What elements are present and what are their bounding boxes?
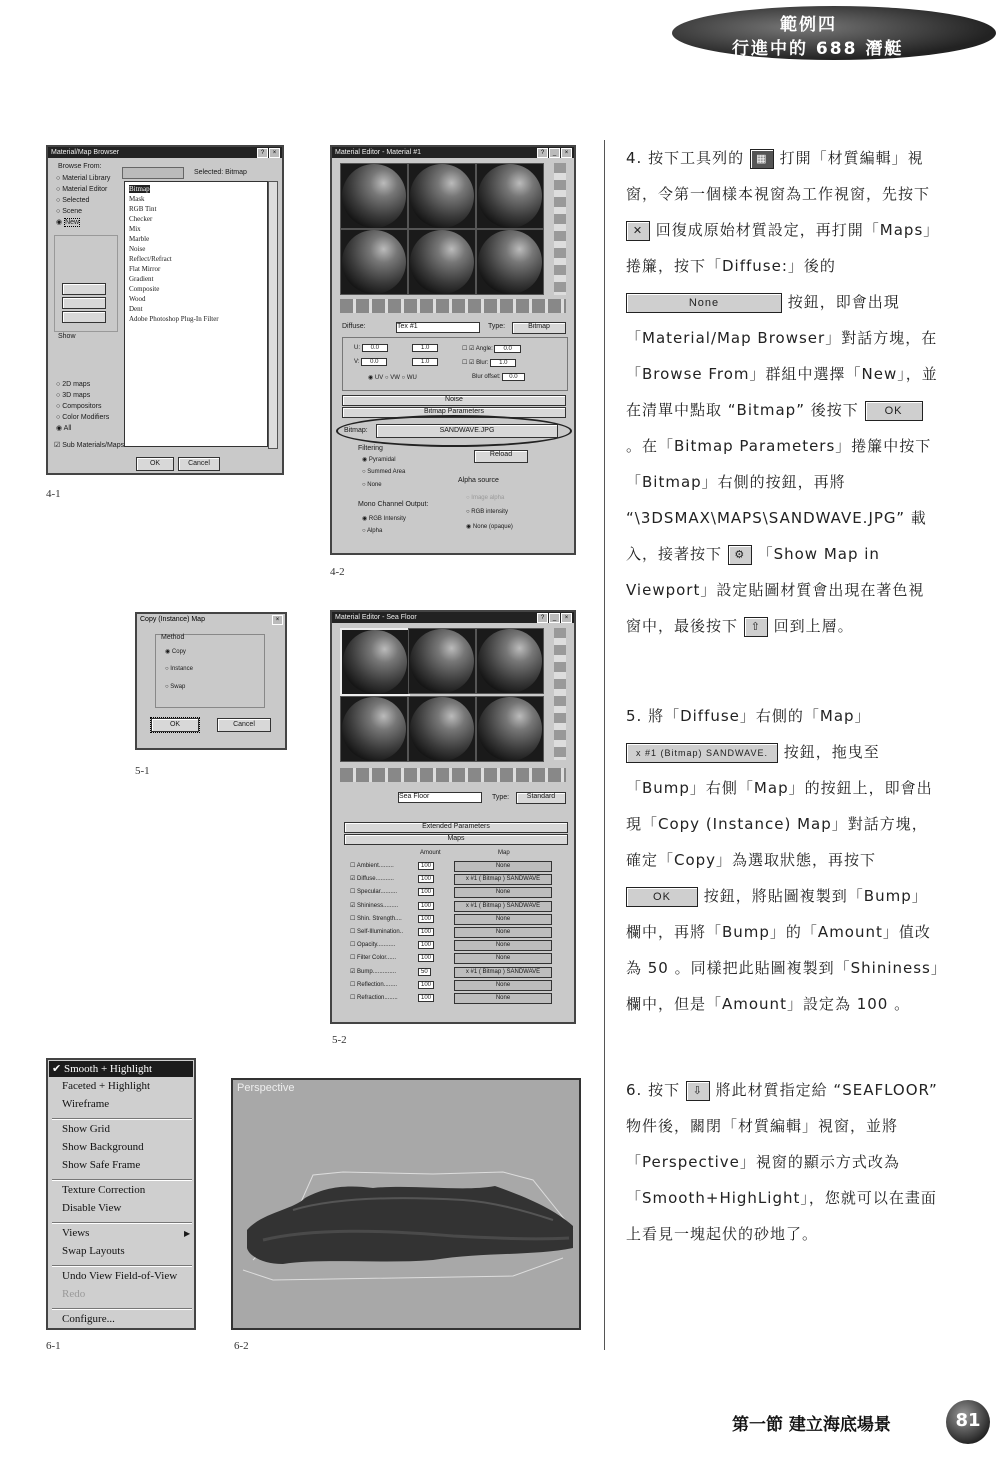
close-icon[interactable]: × [561,148,572,158]
list-item[interactable]: Gradient [129,275,154,283]
list-item[interactable]: Composite [129,285,160,293]
map-channel-label: Opacity........... [357,942,396,949]
viewport-context-menu [46,1058,196,1330]
map-channel-label: Shininess......... [357,902,399,909]
chapter-subtitle: 行進中的 688 潛艇 [732,39,904,59]
sample-sphere[interactable] [342,230,406,294]
sample-sphere[interactable] [343,630,407,694]
chapter-title: 範例四 [780,15,837,35]
close-icon[interactable]: × [269,148,280,158]
table-row [350,888,397,895]
table-row [350,875,394,882]
map-channel-label: Refraction........ [357,995,398,1001]
table-row [350,981,397,988]
ok-button-sample: OK [865,401,923,421]
step-5-paragraph: 5. 將「Diffuse」右側的「Map」 x #1 (Bitmap) SANDWAVE. 按鈕，拖曳至「Bump」右側「Map」的按鈕上，即會出現「Copy (Instance) Map」對話方塊，確定「Copy」為選取狀態，再按下 OK 按鈕，將貼圖複製到「Bump」欄中，再將「Bump」的「Amount」值改為 50 。同樣把此貼圖複製到「Shininess」欄中，但是「Amount」設定為 100 。 [626,707,940,1013]
map-channel-label: Filter Color...... [357,955,397,962]
radio-2d-maps[interactable]: ○ 2D maps [56,381,91,388]
sample-sphere[interactable] [478,697,542,761]
figure-caption: 5-1 [135,765,150,777]
show-label: Show [58,333,76,340]
enable-checkbox[interactable]: ☐ [350,981,358,988]
table-row [350,862,394,869]
list-item[interactable]: Checker [129,215,153,223]
assign-material-icon: ⇩ [686,1081,710,1101]
amount-field[interactable]: 100 [418,954,434,962]
map-button-sample: x #1 (Bitmap) SANDWAVE. [626,743,778,763]
sample-sphere[interactable] [478,230,542,294]
amount-field[interactable]: 100 [418,888,434,896]
list-item[interactable]: Bitmap [129,185,150,193]
sample-sphere[interactable] [342,164,406,228]
perspective-viewport[interactable] [231,1078,581,1330]
show-map-icon: ⚙ [728,545,752,565]
enable-checkbox[interactable]: ☑ [350,902,358,909]
enable-checkbox[interactable]: ☐ [350,929,358,935]
step-6-paragraph: 6. 按下 ⇩ 將此材質指定給 “SEAFLOOR” 物件後，關閉「材質編輯」視窗，並將「Perspective」視窗的顯示方式改為「Smooth+HighLight」，您就可以在畫面上看見一塊起伏的砂地了。 [626,1081,938,1243]
map-channel-label: Reflection........ [357,981,398,988]
help-icon[interactable]: ? [537,613,548,623]
enable-checkbox[interactable]: ☑ [350,968,358,975]
close-icon[interactable]: × [272,615,283,625]
ok-button[interactable]: OK [136,457,174,471]
list-item[interactable]: Mask [129,195,145,203]
sample-sphere[interactable] [410,164,474,228]
material-name-field[interactable]: Sea Floor [398,792,482,803]
help-icon[interactable]: ? [257,148,268,158]
enable-checkbox[interactable]: ☐ [350,889,358,896]
radio-swap[interactable]: ○ Swap [165,684,186,690]
column-divider [604,140,605,1350]
amount-header: Amount [420,850,441,856]
window-title: Material/Map Browser [51,149,120,156]
bitmap-label: Bitmap: [344,427,368,434]
map-channel-label: Self-Illumination.. [357,929,404,935]
open-button[interactable] [62,283,106,295]
amount-field[interactable]: 100 [418,875,434,883]
table-row [350,941,395,948]
menu-item-wireframe[interactable]: Wireframe [62,1098,110,1110]
window-title: Copy (Instance) Map [140,616,205,623]
amount-field[interactable]: 50 [418,968,431,976]
map-channel-label: Specular.......... [357,889,398,896]
amount-field[interactable]: 100 [418,902,434,910]
help-icon[interactable]: ? [537,148,548,158]
table-row [350,915,402,922]
amount-field[interactable]: 100 [418,941,434,949]
menu-item-show-grid[interactable]: Show Grid [62,1123,110,1135]
diffuse-label: Diffuse: [342,323,366,330]
table-row [350,954,396,961]
mono-label: Mono Channel Output: [358,501,429,508]
sample-sphere[interactable] [410,230,474,294]
radio-material-library[interactable]: ○ Material Library [56,175,111,182]
reset-icon: ✕ [626,221,650,241]
map-channel-label: Shin. Strength.... [357,915,402,922]
menu-item-configure[interactable]: Configure... [62,1313,115,1325]
material-map-browser-window [46,145,284,475]
radio-scene[interactable]: ○ Scene [56,208,83,215]
side-toolbar[interactable] [554,163,566,295]
list-item[interactable]: Flat Mirror [129,265,161,273]
window-title: Material Editor - Material #1 [335,149,421,156]
copy-instance-map-dialog [135,612,287,750]
radio-all[interactable]: ◉ All [56,425,72,432]
sample-sphere[interactable] [478,164,542,228]
step-4-paragraph: 4. 按下工具列的 ▦ 打開「材質編輯」視窗，令第一個樣本視窗為工作視窗，先按下 ✕ 回復成原始材質設定，再打開「Maps」捲簾，按下「Diffuse:」後的 None 按鈕，即會出現「Material/Map Browser」對話方塊，在「Browse From」群組中選擇「New」，並在清單中點取 “Bitmap” 後按下 OK 。在「Bitmap Parameters」捲簾中按下「Bitmap」右側的按鈕，再將 “\3DSMAX\MAPS\SANDWAVE.JPG” 載入，接著按下 ⚙ 「Show Map in Viewport」設定貼圖材質會出現在著色視窗中，最後按下 ⇧ 回到上層。 [626,149,940,635]
filtering-label: Filtering [358,445,383,452]
none-button-sample: None [626,293,782,313]
map-slot-button[interactable]: None [454,861,552,872]
menu-item-texture-correction[interactable]: Texture Correction [62,1184,146,1196]
map-channel-label: Ambient......... [356,863,394,869]
sample-sphere[interactable] [478,629,542,693]
ok-button-sample: OK [626,887,698,907]
map-list[interactable] [124,181,268,447]
figure-caption: 6-1 [46,1340,61,1352]
save-as-button[interactable] [62,311,106,323]
menu-item-redo[interactable]: Redo [62,1288,86,1300]
list-item[interactable]: Marble [129,235,150,243]
menu-item-smooth-highlight[interactable]: ✔ Smooth + Highlight [52,1063,153,1075]
radio-material-editor[interactable]: ○ Material Editor [56,186,108,193]
close-icon[interactable]: × [561,613,572,623]
save-button[interactable] [62,297,106,309]
section-title: 第一節 建立海底場景 [732,1415,891,1435]
amount-field[interactable]: 100 [418,862,434,870]
list-item[interactable]: Wood [129,295,146,303]
type-label: Type: [488,323,506,330]
list-item[interactable]: Dent [129,305,143,313]
menu-item-faceted-highlight[interactable]: Faceted + Highlight [62,1080,151,1092]
list-scrollbar[interactable] [268,181,278,449]
radio-selected[interactable]: ○ Selected [56,197,90,204]
browse-from-label: Browse From: [58,163,102,170]
list-item[interactable]: RGB Tint [129,205,157,213]
radio-compositors[interactable]: ○ Compositors [56,403,102,410]
map-slot-button[interactable]: None [454,940,552,951]
enable-checkbox[interactable]: ☐ [350,955,358,962]
material-editor-seafloor-window [330,610,576,1024]
list-item[interactable]: Reflect/Refract [129,255,172,263]
table-row [350,902,398,909]
map-slot-button[interactable]: None [454,980,552,991]
material-editor-window: Material Editor - Material #1 ? _ × Diffuse: Tex #1 Type: Bitmap U: 0.0 1.0 ☐ ☑ Angle: 0.0 V: 0.0 1.0 ☐ ☑ Blur: 1.0 ◉ UV ○ VW ○ WU Blur offset: 0.0 Noise Bitmap Parameters Bitmap: SANDWAVE.JPG Filtering ◉ Pyramidal ○ Summed Area ○ None Reload Alpha source ○ Image alpha ○ RGB intensity ◉ None (opaque) Mono Channel Output: ◉ RGB Intensity ○ Alpha [330,145,576,555]
map-slot-button[interactable]: x #1 ( Bitmap ) SANDWAVE [454,874,552,885]
map-slot-button[interactable]: None [454,914,552,925]
map-header: Map [498,850,510,856]
sub-materials-checkbox[interactable]: ☑ Sub Materials/Maps [54,442,125,449]
amount-field[interactable]: 100 [418,915,434,923]
window-title: Material Editor - Sea Floor [335,614,417,621]
menu-item-views[interactable]: Views [62,1227,90,1239]
radio-3d-maps[interactable]: ○ 3D maps [56,392,91,399]
tex-name-field[interactable]: Tex #1 [396,322,480,333]
page-number: 81 [955,1410,981,1431]
map-slot-button[interactable]: None [454,953,552,964]
table-row [350,968,396,975]
list-item[interactable]: Noise [129,245,146,253]
enable-checkbox[interactable]: ☐ [350,942,358,949]
enable-checkbox[interactable]: ☐ [350,995,358,1001]
minimize-icon[interactable]: _ [549,613,560,623]
bitmap-params-rollout[interactable]: Bitmap Parameters [342,407,566,418]
material-editor-icon: ▦ [750,149,774,169]
sample-sphere[interactable] [410,629,474,693]
submenu-arrow-icon: ▶ [184,1229,191,1238]
enable-checkbox[interactable]: ☑ [350,876,358,883]
reload-button[interactable]: Reload [474,450,528,463]
minimize-icon[interactable]: _ [549,148,560,158]
highlight-ellipse [336,415,572,447]
figure-caption: 6-2 [234,1340,249,1352]
extended-params-rollout[interactable]: Extended Parameters [344,822,568,833]
radio-new[interactable]: ◉ New [56,219,80,226]
ok-button[interactable]: OK [151,718,199,732]
noise-rollout[interactable]: Noise [342,395,566,406]
type-button[interactable]: Bitmap [512,322,566,334]
sample-sphere[interactable] [410,697,474,761]
amount-field[interactable]: 100 [418,981,434,989]
bitmap-file-button[interactable]: SANDWAVE.JPG [376,424,558,438]
show-options [56,379,109,434]
map-slot-button[interactable]: None [454,927,552,938]
menu-item-show-background[interactable]: Show Background [62,1141,144,1153]
menu-item-disable-view[interactable]: Disable View [62,1202,122,1214]
figure-caption: 4-1 [46,488,61,500]
map-slot-button[interactable]: None [454,887,552,898]
bottom-toolbar[interactable] [340,299,566,313]
list-item[interactable]: Mix [129,225,141,233]
alpha-source-label: Alpha source [458,477,499,484]
cancel-button[interactable]: Cancel [217,718,271,732]
viewport-label: Perspective [237,1082,295,1094]
browse-options [56,173,110,228]
table-row [350,928,403,935]
radio-color-modifiers[interactable]: ○ Color Modifiers [56,414,110,421]
cancel-button[interactable]: Cancel [178,457,220,471]
figure-caption: 4-2 [330,566,345,578]
menu-item-swap-layouts[interactable]: Swap Layouts [62,1245,125,1257]
method-label: Method [161,634,185,641]
maps-rollout[interactable]: Maps [344,834,568,845]
menu-item-undo-view[interactable]: Undo View Field-of-View [62,1270,178,1282]
type-label: Type: [492,794,510,801]
go-to-parent-icon: ⇧ [744,617,768,637]
map-slot-button[interactable]: x #1 ( Bitmap ) SANDWAVE [454,901,552,912]
list-item[interactable]: Adobe Photoshop Plug-In Filter [129,315,219,323]
menu-item-show-safe-frame[interactable]: Show Safe Frame [62,1159,141,1171]
side-toolbar[interactable] [554,628,566,760]
table-row [350,994,398,1001]
view-toolbar [122,167,184,179]
figure-caption: 5-2 [332,1034,347,1046]
sample-sphere[interactable] [342,697,406,761]
amount-field[interactable]: 100 [418,994,434,1002]
amount-field[interactable]: 100 [418,928,434,936]
map-channel-label: Diffuse........... [357,876,394,883]
enable-checkbox[interactable]: ☐ [350,863,357,869]
bottom-toolbar[interactable] [340,768,566,782]
selected-label: Selected: Bitmap [194,169,247,176]
radio-instance[interactable]: ○ Instance [165,666,193,672]
type-button[interactable]: Standard [516,792,566,804]
radio-copy[interactable]: ◉ Copy [165,649,186,655]
enable-checkbox[interactable]: ☐ [350,915,358,922]
map-slot-button[interactable]: None [454,993,552,1004]
seafloor-terrain [233,1080,579,1328]
map-channel-label: Bump.............. [357,968,397,975]
map-slot-button[interactable]: x #1 ( Bitmap ) SANDWAVE [454,967,552,978]
